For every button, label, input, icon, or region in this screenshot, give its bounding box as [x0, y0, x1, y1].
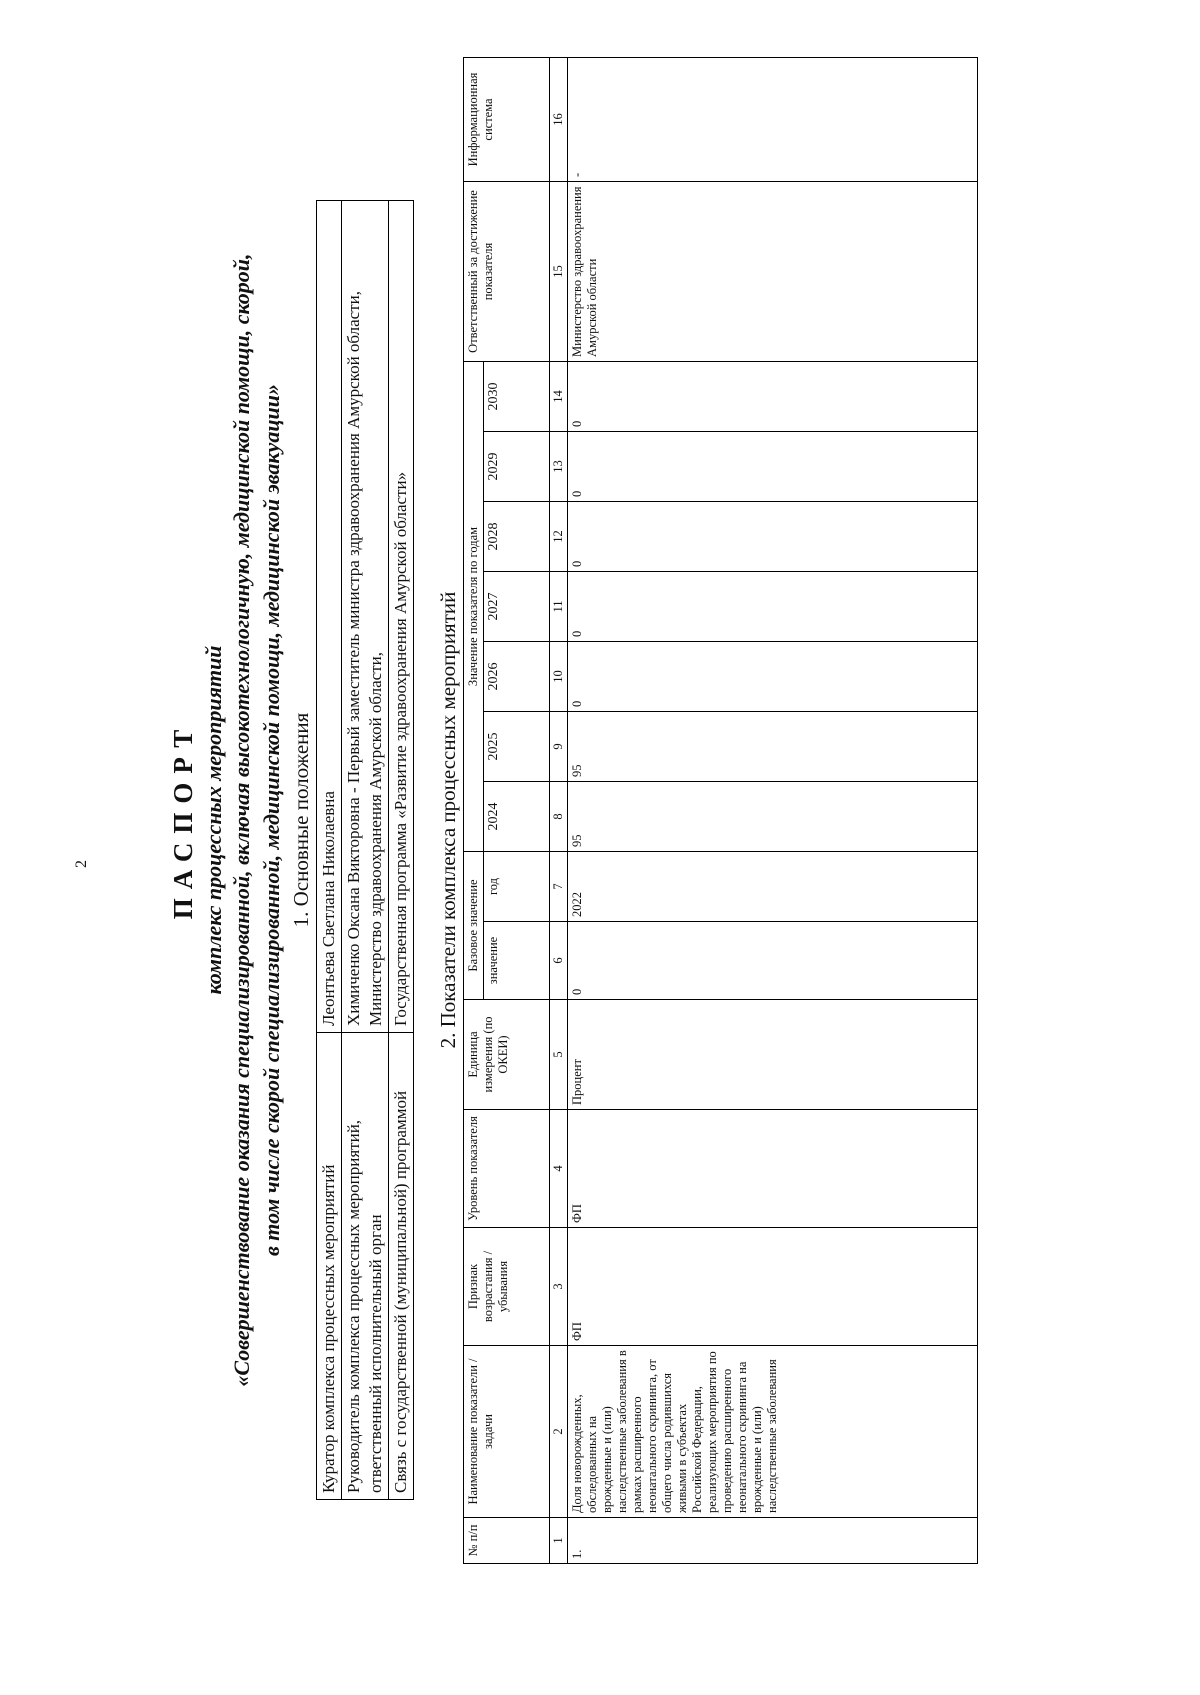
- indicator-unit: Процент: [568, 1000, 978, 1110]
- column-number: 4: [550, 1110, 568, 1228]
- basic-provisions-table: [316, 200, 414, 1500]
- col-header-year: 2027: [484, 571, 550, 641]
- col-header-base-year: год: [484, 851, 550, 921]
- indicator-value-2030: 0: [568, 361, 978, 431]
- col-header-year: 2025: [484, 711, 550, 781]
- indicator-responsible: Министерство здравоохранения Амурской области: [568, 181, 978, 361]
- indicator-value-2027: 0: [568, 571, 978, 641]
- column-number: 2: [550, 1346, 568, 1518]
- col-header-year: 2029: [484, 431, 550, 501]
- row-value: Химиченко Оксана Викторовна - Первый заместитель министра здравоохранения Амурской области, Министерство здравоохранения Амурской области,: [342, 201, 389, 1033]
- column-number: 14: [550, 361, 568, 431]
- indicators-table: [463, 57, 978, 1564]
- column-number: 1: [550, 1518, 568, 1564]
- column-number: 8: [550, 781, 568, 851]
- col-header-level: Уровень показателя: [464, 1110, 550, 1228]
- complex-name-line-1: «Совершенствование оказания специализированной, включая высокотехнологичную, медицинской помощи, скорой,: [229, 253, 254, 1387]
- column-number: 11: [550, 571, 568, 641]
- col-header-num: № п/п: [464, 1518, 550, 1564]
- column-number: 15: [550, 181, 568, 361]
- header-row: [464, 57, 484, 1563]
- col-header-years-group: Значение показателя по годам: [464, 361, 484, 851]
- column-number: 10: [550, 641, 568, 711]
- row-label: Руководитель комплекса процессных мероприятий, ответственный исполнительный орган: [342, 1033, 389, 1500]
- document-subtitle: комплекс процессных мероприятий: [201, 645, 226, 995]
- column-number-row: [550, 57, 568, 1563]
- column-number: 12: [550, 501, 568, 571]
- column-number: 3: [550, 1228, 568, 1346]
- table-row: [317, 201, 342, 1500]
- indicator-value-2026: 0: [568, 641, 978, 711]
- row-label: Связь с государственной (муниципальной) программой: [389, 1033, 414, 1500]
- col-header-trend: Признак возрастания / убывания: [464, 1228, 550, 1346]
- indicator-name: Доля новорожденных, обследованных на врожденные и (или) наследственные заболевания в рамках расширенного неонатального скрининга, от общего числа родившихся живыми в субъектах Российской Федерации, реализующих мероприятия по проведению расширенного неонатального скрининга на врожденные и (или) наследственные заболевания: [568, 1346, 978, 1518]
- indicator-value-2024: 95: [568, 781, 978, 851]
- col-header-responsible: Ответственный за достижение показателя: [464, 181, 550, 361]
- column-number: 6: [550, 922, 568, 1000]
- column-number: 13: [550, 431, 568, 501]
- col-header-year: 2026: [484, 641, 550, 711]
- col-header-unit: Единица измерения (по ОКЕИ): [464, 1000, 550, 1110]
- indicator-value-2028: 0: [568, 501, 978, 571]
- indicator-value-2029: 0: [568, 431, 978, 501]
- table-row: [568, 57, 978, 1563]
- indicator-value-2025: 95: [568, 711, 978, 781]
- table-row: [342, 201, 389, 1500]
- col-header-year: 2028: [484, 501, 550, 571]
- column-number: 7: [550, 851, 568, 921]
- section-2-title: 2. Показатели комплекса процессных мероприятий: [436, 591, 460, 1049]
- document-header: [168, 20, 287, 1620]
- indicator-info-system: -: [568, 57, 978, 181]
- column-number: 5: [550, 1000, 568, 1110]
- indicator-num: 1.: [568, 1518, 978, 1564]
- column-number: 9: [550, 711, 568, 781]
- row-value: Леонтьева Светлана Николаевна: [317, 201, 342, 1033]
- col-header-base-value: значение: [484, 922, 550, 1000]
- complex-name-line-2: в том числе скорой специализированной, медицинской помощи, медицинской эвакуации»: [259, 383, 284, 1257]
- col-header-base: Базовое значение: [464, 851, 484, 999]
- indicator-level: ФП: [568, 1110, 978, 1228]
- document-title: ПАСПОРТ: [168, 720, 198, 920]
- rotated-document-content: [160, 20, 1200, 1620]
- row-value: Государственная программа «Развитие здравоохранения Амурской области»: [389, 201, 414, 1033]
- col-header-name: Наименование показатели /задачи: [464, 1346, 550, 1518]
- indicator-trend: ФП: [568, 1228, 978, 1346]
- table-row: [389, 201, 414, 1500]
- col-header-year: 2024: [484, 781, 550, 851]
- col-header-year: 2030: [484, 361, 550, 431]
- page-number: 2: [73, 860, 90, 868]
- section-1-title: 1. Основные положения: [289, 712, 313, 928]
- col-header-info-system: Информационная система: [464, 57, 550, 181]
- indicator-base-year: 2022: [568, 851, 978, 921]
- column-number: 16: [550, 57, 568, 181]
- indicator-base-value: 0: [568, 922, 978, 1000]
- row-label: Куратор комплекса процессных мероприятий: [317, 1033, 342, 1500]
